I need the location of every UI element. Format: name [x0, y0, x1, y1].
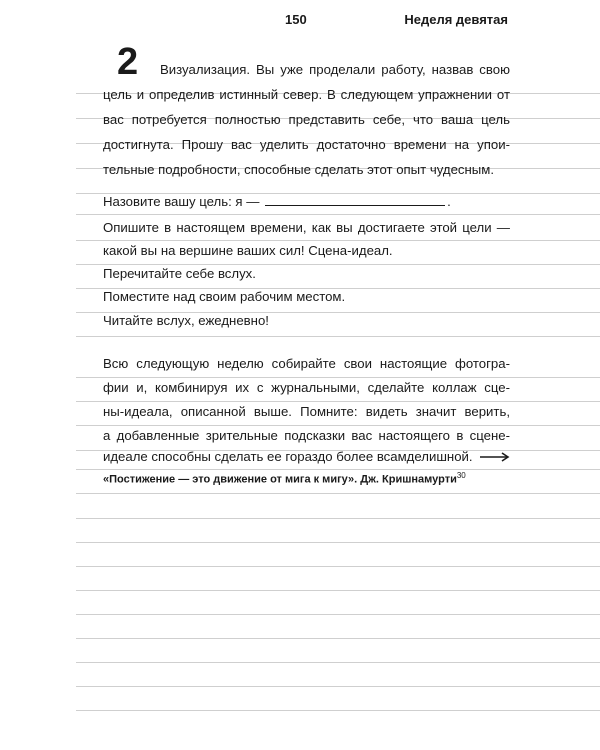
prompt-line: Читайте вслух, ежедневно! — [103, 313, 269, 328]
rule-line — [76, 518, 600, 519]
rule-line — [76, 542, 600, 543]
rule-line — [76, 240, 600, 241]
page-number: 150 — [285, 12, 307, 27]
rule-line — [76, 425, 600, 426]
prompt-line: Перечитайте себе вслух. — [103, 266, 256, 281]
rule-line — [76, 710, 600, 711]
goal-blank-line — [265, 195, 445, 206]
footnote-marker: 30 — [456, 471, 466, 480]
rule-line — [76, 638, 600, 639]
rule-line — [76, 590, 600, 591]
chapter-title: Неделя девятая — [404, 12, 508, 27]
collage-last-line — [103, 450, 512, 464]
prompt-line: Поместите над своим рабочим местом. — [103, 289, 346, 304]
collage-line: идеале способны сделать ее гораздо более всамделишной. — [103, 449, 473, 464]
arrow-right-icon — [480, 451, 512, 464]
exercise-line: тельные подробности, способные сделать этот опыт чудесным. — [103, 162, 494, 177]
exercise-line: вас потребуется полностью представить себе, что ваша цель — [103, 112, 510, 127]
rule-line — [76, 264, 600, 265]
goal-prompt-label: Назовите вашу цель: я — — [103, 194, 260, 209]
rule-line — [76, 662, 600, 663]
collage-line: фии и, комбинируя их с журнальными, сделайте коллаж сце- — [103, 380, 510, 395]
quote-text: «Постижение — это движение от мига к мигу». — [103, 473, 358, 486]
rule-line — [76, 401, 600, 402]
rule-line — [76, 214, 600, 215]
exercise-line: достигнута. Прошу вас уделить достаточно времени на упои- — [103, 137, 510, 152]
exercise-number: 2 — [117, 41, 139, 83]
quote — [103, 472, 466, 486]
exercise-line: Визуализация. Вы уже проделали работу, назвав свою — [160, 62, 510, 77]
goal-prompt — [103, 195, 451, 208]
rule-line — [76, 686, 600, 687]
prompt-line: какой вы на вершине ваших сил! Сцена-идеал. — [103, 243, 393, 258]
exercise-line: цель и определив истинный север. В следующем упражнении от — [103, 87, 510, 102]
rule-line — [76, 493, 600, 494]
collage-line: ны-идеала, описанной выше. Помните: видеть значит верить, — [103, 404, 510, 419]
goal-prompt-end: . — [447, 194, 451, 209]
collage-line: а добавленные зрительные подсказки вас настоящего в сцене- — [103, 428, 510, 443]
quote-author: Дж. Кришнамурти — [360, 473, 457, 486]
prompt-line: Опишите в настоящем времени, как вы достигаете этой цели — — [103, 220, 510, 235]
rule-line — [76, 377, 600, 378]
collage-line: Всю следующую неделю собирайте свои настоящие фотогра- — [103, 356, 510, 371]
rule-line — [76, 566, 600, 567]
rule-line — [76, 469, 600, 470]
rule-line — [76, 614, 600, 615]
rule-line — [76, 336, 600, 337]
